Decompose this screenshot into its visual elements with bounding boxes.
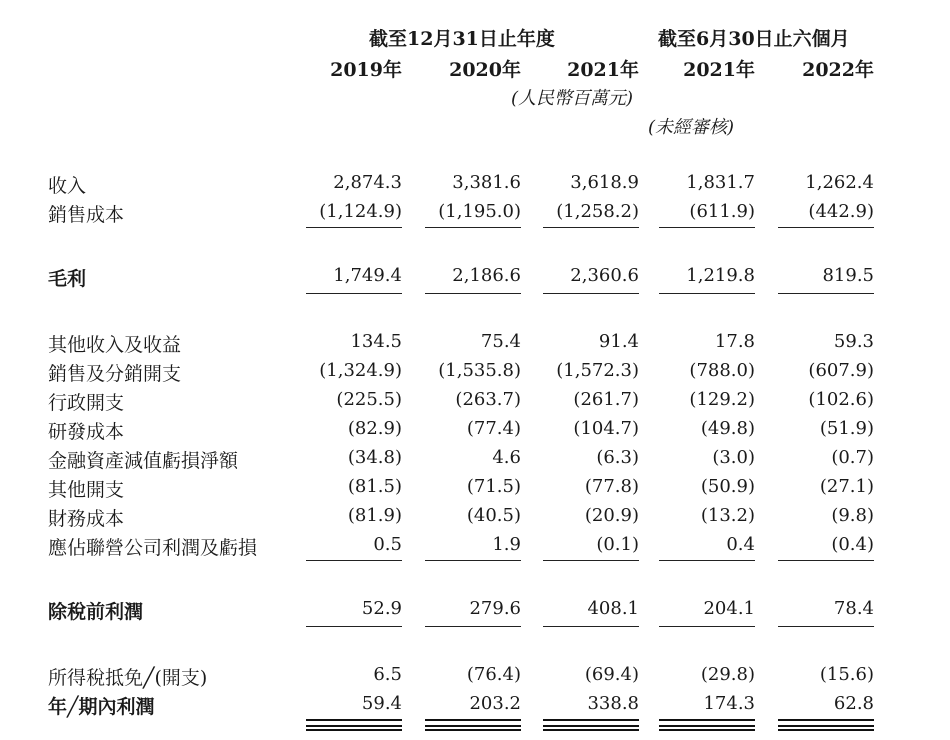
total-double-rule	[425, 719, 521, 727]
cell-se-2021h: (788.0)	[689, 360, 755, 381]
total-double-rule	[543, 719, 639, 727]
cell-ae-2021h: (129.2)	[689, 389, 755, 410]
subtotal-rule	[778, 227, 874, 228]
cell-im-2019: (34.8)	[347, 447, 402, 468]
row-label-selling-expenses: 銷售及分銷開支	[48, 363, 182, 385]
header-group-annual: 截至12月31日止年度	[369, 28, 555, 50]
subtotal-rule	[425, 626, 521, 627]
cell-pbt-2022h: 78.4	[833, 598, 874, 619]
cell-cos-2020: (1,195.0)	[438, 201, 521, 222]
total-double-rule	[425, 729, 521, 731]
cell-cos-2021: (1,258.2)	[556, 201, 639, 222]
cell-oe-2021: (77.8)	[584, 476, 639, 497]
cell-cos-2022h: (442.9)	[808, 201, 874, 222]
row-label-finance-costs: 財務成本	[48, 508, 125, 530]
cell-oe-2022h: (27.1)	[819, 476, 874, 497]
year-header-2020: 2020年	[449, 59, 521, 81]
cell-tax-2022h: (15.6)	[819, 664, 874, 685]
cell-ae-2019: (225.5)	[336, 389, 402, 410]
cell-se-2022h: (607.9)	[808, 360, 874, 381]
cell-ae-2021: (261.7)	[573, 389, 639, 410]
cell-gp-2021: 2,360.6	[570, 265, 639, 286]
cell-ae-2022h: (102.6)	[808, 389, 874, 410]
subtotal-rule	[778, 560, 874, 561]
cell-np-2021: 338.8	[587, 693, 639, 714]
unaudited-note: (未經審核)	[648, 117, 735, 138]
cell-revenue-2022h: 1,262.4	[805, 172, 874, 193]
cell-oi-2021h: 17.8	[714, 331, 755, 352]
cell-oe-2019: (81.5)	[347, 476, 402, 497]
cell-rd-2022h: (51.9)	[819, 418, 874, 439]
cell-fc-2020: (40.5)	[466, 505, 521, 526]
cell-rd-2021: (104.7)	[573, 418, 639, 439]
cell-np-2021h: 174.3	[703, 693, 755, 714]
row-label-other-expenses: 其他開支	[48, 479, 125, 501]
row-label-cost-of-sales: 銷售成本	[48, 204, 125, 226]
row-label-other-income: 其他收入及收益	[48, 334, 182, 356]
cell-sa-2021: (0.1)	[596, 534, 639, 555]
cell-oi-2020: 75.4	[480, 331, 521, 352]
cell-gp-2020: 2,186.6	[452, 265, 521, 286]
cell-oi-2019: 134.5	[350, 331, 402, 352]
cell-rd-2021h: (49.8)	[700, 418, 755, 439]
cell-oi-2021: 91.4	[598, 331, 639, 352]
cell-pbt-2019: 52.9	[361, 598, 402, 619]
cell-rd-2019: (82.9)	[347, 418, 402, 439]
cell-fc-2022h: (9.8)	[831, 505, 874, 526]
header-group-interim: 截至6月30日止六個月	[658, 28, 850, 50]
total-double-rule	[659, 719, 755, 727]
cell-revenue-2021: 3,618.9	[570, 172, 639, 193]
cell-gp-2022h: 819.5	[822, 265, 874, 286]
cell-se-2021: (1,572.3)	[556, 360, 639, 381]
total-double-rule	[778, 729, 874, 731]
cell-tax-2019: 6.5	[373, 664, 402, 685]
subtotal-rule	[425, 560, 521, 561]
subtotal-rule	[306, 227, 402, 228]
cell-fc-2021: (20.9)	[584, 505, 639, 526]
cell-im-2020: 4.6	[492, 447, 521, 468]
subtotal-rule	[778, 293, 874, 294]
total-double-rule	[306, 719, 402, 727]
year-header-2022-interim: 2022年	[802, 59, 874, 81]
cell-sa-2019: 0.5	[373, 534, 402, 555]
cell-np-2020: 203.2	[469, 693, 521, 714]
cell-pbt-2021: 408.1	[587, 598, 639, 619]
year-header-2019: 2019年	[330, 59, 402, 81]
subtotal-rule	[778, 626, 874, 627]
cell-se-2020: (1,535.8)	[438, 360, 521, 381]
cell-oe-2020: (71.5)	[466, 476, 521, 497]
cell-pbt-2021h: 204.1	[703, 598, 755, 619]
subtotal-rule	[659, 626, 755, 627]
cell-gp-2021h: 1,219.8	[686, 265, 755, 286]
cell-ae-2020: (263.7)	[455, 389, 521, 410]
year-header-2021-interim: 2021年	[683, 59, 755, 81]
row-label-rnd-costs: 研發成本	[48, 421, 125, 443]
subtotal-rule	[659, 227, 755, 228]
subtotal-rule	[659, 293, 755, 294]
cell-pbt-2020: 279.6	[469, 598, 521, 619]
cell-im-2021: (6.3)	[596, 447, 639, 468]
row-label-profit-for-period: 年╱期內利潤	[48, 696, 155, 718]
cell-gp-2019: 1,749.4	[333, 265, 402, 286]
row-label-admin-expenses: 行政開支	[48, 392, 125, 414]
subtotal-rule	[425, 293, 521, 294]
cell-fc-2021h: (13.2)	[700, 505, 755, 526]
subtotal-rule	[543, 560, 639, 561]
cell-im-2021h: (3.0)	[712, 447, 755, 468]
subtotal-rule	[306, 293, 402, 294]
cell-se-2019: (1,324.9)	[319, 360, 402, 381]
cell-tax-2020: (76.4)	[466, 664, 521, 685]
cell-cos-2021h: (611.9)	[689, 201, 755, 222]
subtotal-rule	[543, 626, 639, 627]
cell-np-2022h: 62.8	[833, 693, 874, 714]
subtotal-rule	[659, 560, 755, 561]
cell-revenue-2020: 3,381.6	[452, 172, 521, 193]
cell-oi-2022h: 59.3	[833, 331, 874, 352]
cell-tax-2021: (69.4)	[584, 664, 639, 685]
row-label-share-of-associates: 應佔聯營公司利潤及虧損	[48, 537, 258, 559]
total-double-rule	[659, 729, 755, 731]
cell-revenue-2021h: 1,831.7	[686, 172, 755, 193]
row-label-gross-profit: 毛利	[48, 268, 87, 290]
subtotal-rule	[543, 293, 639, 294]
subtotal-rule	[306, 560, 402, 561]
row-label-profit-before-tax: 除稅前利潤	[48, 601, 144, 623]
cell-cos-2019: (1,124.9)	[319, 201, 402, 222]
cell-oe-2021h: (50.9)	[700, 476, 755, 497]
row-label-income-tax: 所得稅抵免╱(開支)	[48, 667, 208, 689]
cell-im-2022h: (0.7)	[831, 447, 874, 468]
cell-tax-2021h: (29.8)	[700, 664, 755, 685]
subtotal-rule	[425, 227, 521, 228]
cell-sa-2021h: 0.4	[726, 534, 755, 555]
subtotal-rule	[543, 227, 639, 228]
row-label-impairment: 金融資產減值虧損淨額	[48, 450, 239, 472]
cell-np-2019: 59.4	[361, 693, 402, 714]
year-header-2021: 2021年	[567, 59, 639, 81]
currency-note: (人民幣百萬元)	[511, 88, 634, 109]
total-double-rule	[778, 719, 874, 727]
cell-sa-2022h: (0.4)	[831, 534, 874, 555]
total-double-rule	[543, 729, 639, 731]
total-double-rule	[306, 729, 402, 731]
cell-revenue-2019: 2,874.3	[333, 172, 402, 193]
subtotal-rule	[306, 626, 402, 627]
cell-fc-2019: (81.9)	[347, 505, 402, 526]
cell-rd-2020: (77.4)	[466, 418, 521, 439]
cell-sa-2020: 1.9	[492, 534, 521, 555]
row-label-revenue: 收入	[48, 175, 87, 197]
